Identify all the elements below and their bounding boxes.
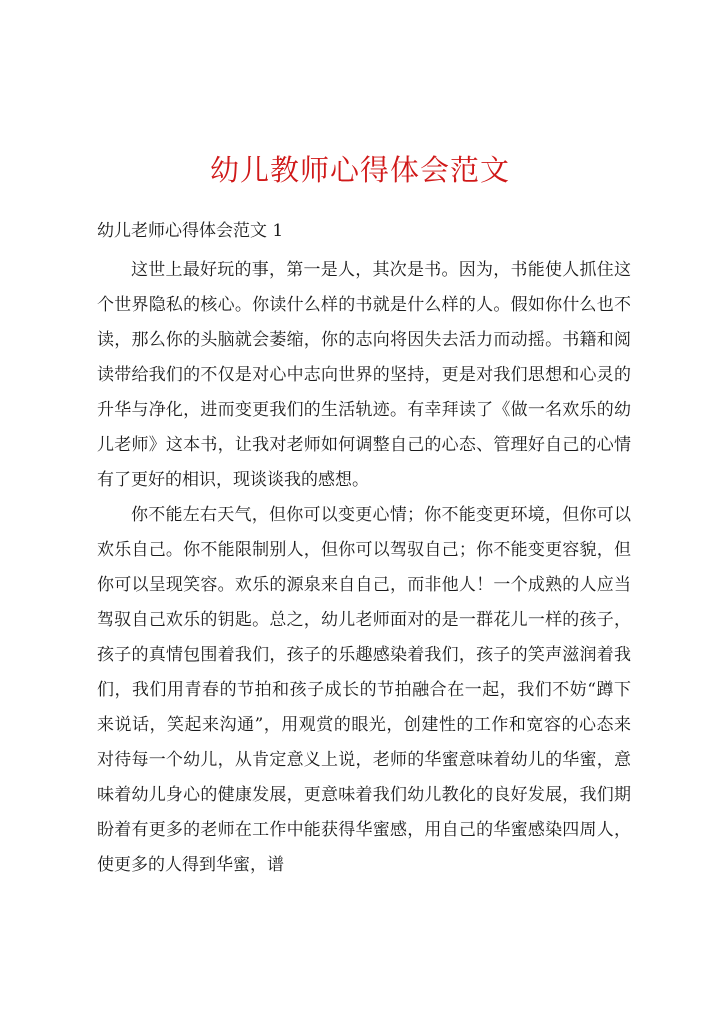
paragraph-1: 这世上最好玩的事，第一是人，其次是书。因为，书能使人抓住这个世界隐私的核心。你读什么样的书就是什么样的人。假如你什么也不读，那么你的头脑就会萎缩，你的志向将因失去活力而动摇。书籍和阅读带给我们的不仅是对心中志向世界的坚持，更是对我们思想和心灵的升华与净化，进而变更我们的生活轨迹。有幸拜读了《做一名欢乐的幼儿老师》这本书，让我对老师如何调整自己的心态、管理好自己的心情有了更好的相识，现谈谈我的感想。: [97, 260, 631, 490]
section-heading: 幼儿老师心得体会范文 1: [97, 221, 284, 241]
paragraph-2: 你不能左右天气，但你可以变更心情；你不能变更环境，但你可以欢乐自己。你不能限制别人，但你可以驾驭自己；你不能变更容貌，但你可以呈现笑容。欢乐的源泉来自自己，而非他人！一个成熟的人应当驾驭自己欢乐的钥匙。总之，幼儿老师面对的是一群花儿一样的孩子，孩子的真情包围着我们，孩子的乐趣感染着我们，孩子的笑声滋润着我们，我们用青春的节拍和孩子成长的节拍融合在一起，我们不妨“蹲下来说话，笑起来沟通”，用观赏的眼光，创建性的工作和宽容的心态来对待每一个幼儿，从肯定意义上说，老师的华蜜意味着幼儿的华蜜，意味着幼儿身心的健康发展，更意味着我们幼儿教化的良好发展，我们期盼着有更多的老师在工作中能获得华蜜感，用自己的华蜜感染四周人，使更多的人得到华蜜，谱: [97, 505, 631, 875]
document-title: 幼儿教师心得体会范文: [209, 153, 510, 187]
document-body: [97, 253, 631, 883]
